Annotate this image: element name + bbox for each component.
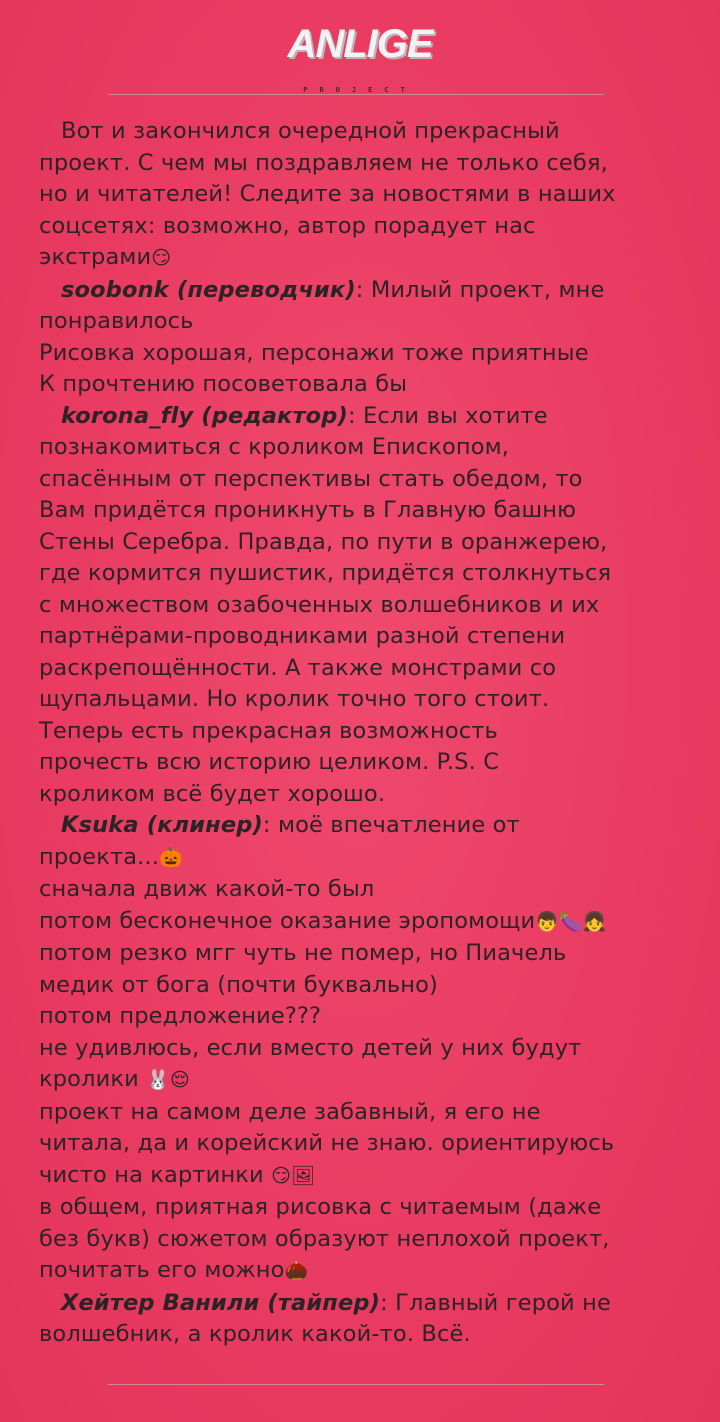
comment-line: потом резко мгг чуть не помер, но Пиачель	[39, 940, 567, 966]
intro-text: Вот и закончился очередной прекрасный	[61, 118, 560, 144]
comment-line: партнёрами-проводниками разной степени	[39, 623, 566, 649]
comment-text: чисто на картинки	[39, 1161, 272, 1188]
comment-text: : Если вы хотите	[347, 402, 548, 429]
smirk-picture-emoji: 😏🖼	[271, 1164, 316, 1187]
comment-line: К прочтению посоветовала бы	[39, 371, 408, 397]
comment-line: читала, да и корейский не знаю. ориентируюсь	[39, 1130, 615, 1156]
comment-line: Вам придётся проникнуть в Главную башню	[39, 497, 577, 523]
comment-text: : Главный герой не	[380, 1289, 611, 1316]
comment-text: почитать его можно	[39, 1257, 285, 1283]
top-divider	[108, 94, 604, 95]
anlige-logo	[287, 22, 432, 112]
comment-line: спасённым от перспективы стать обедом, то	[39, 465, 583, 492]
comment-text: кролики	[39, 1066, 147, 1092]
bunny-relieved-emoji: 🐰😌	[146, 1069, 190, 1091]
comment-line	[39, 842, 699, 875]
intro-text: экстрами	[39, 244, 152, 270]
intro-line	[39, 116, 699, 148]
smirk-emoji: 😏	[151, 247, 172, 269]
author-name: Ksuka (клинер)	[61, 812, 263, 838]
comment-line: понравилось	[39, 308, 194, 334]
comment-line	[39, 1288, 699, 1320]
logo-title: ANLIGE	[287, 22, 433, 66]
comments-text	[39, 116, 699, 1351]
intro-line: но и читателей! Следите за новостями в наших	[39, 181, 616, 207]
comment-text: : моё впечатление от	[262, 812, 520, 838]
comment-line	[39, 1064, 699, 1097]
intro-line	[39, 242, 699, 275]
comment-line: без букв) сюжетом образуют неплохой проект,	[39, 1225, 610, 1252]
comment-line	[39, 906, 699, 939]
comment-line: волшебник, а кролик какой-то. Всё.	[39, 1321, 471, 1347]
logo-subtitle: PROJECT	[303, 86, 417, 94]
comment-line: кроликом всё будет хорошо.	[39, 780, 386, 807]
comment-line	[39, 810, 699, 842]
comment-line: познакомиться с кроликом Епископом,	[39, 434, 510, 460]
pumpkin-emoji: 🎃	[159, 846, 183, 869]
chestnut-emoji: 🌰	[284, 1260, 309, 1282]
comment-line: потом предложение???	[39, 1003, 322, 1029]
comment-line: щупальцами. Но кролик точно того стоит.	[39, 686, 550, 712]
author-name: korona_fly (редактор)	[61, 402, 348, 429]
author-name: Хейтер Ванили (тайпер)	[61, 1289, 381, 1316]
comment-line: в общем, приятная рисовка с читаемым (даже	[39, 1194, 602, 1220]
boy-eggplant-girl-emoji: 👦🍆👧	[535, 910, 607, 933]
header	[0, 22, 720, 112]
comment-line: проект на самом деле забавный, я его не	[39, 1098, 541, 1125]
intro-line: проект. С чем мы поздравляем не только себя,	[39, 149, 608, 176]
comment-text: потом бесконечное оказание эропомощи	[39, 907, 536, 934]
comment-line: Рисовка хорошая, персонажи тоже приятные	[39, 339, 589, 366]
comment-line	[39, 401, 699, 433]
comment-line	[39, 275, 699, 307]
comment-line: с множеством озабоченных волшебников и их	[39, 591, 600, 618]
comment-line: сначала движ какой-то был	[39, 876, 375, 902]
comment-line: прочесть всю историю целиком. P.S. С	[39, 749, 500, 775]
comment-line	[39, 1160, 699, 1193]
comment-line	[39, 1255, 699, 1288]
comment-line: раскрепощённости. А также монстрами со	[39, 654, 557, 681]
comment-line: Стены Серебра. Правда, по пути в оранжерею,	[39, 528, 608, 555]
comment-line: медик от бога (почти буквально)	[39, 971, 438, 998]
comment-text: : Милый проект, мне	[355, 276, 605, 303]
comment-line: Теперь есть прекрасная возможность	[39, 717, 498, 744]
comment-line: не удивлюсь, если вместо детей у них будут	[39, 1034, 582, 1061]
comment-line: где кормится пушистик, придётся столкнуться	[39, 560, 612, 586]
bottom-divider	[108, 1384, 604, 1385]
comment-text: проекта...	[39, 843, 160, 870]
author-name: soobonk (переводчик)	[61, 276, 356, 303]
intro-line: соцсетях: возможно, автор порадует нас	[39, 212, 536, 239]
